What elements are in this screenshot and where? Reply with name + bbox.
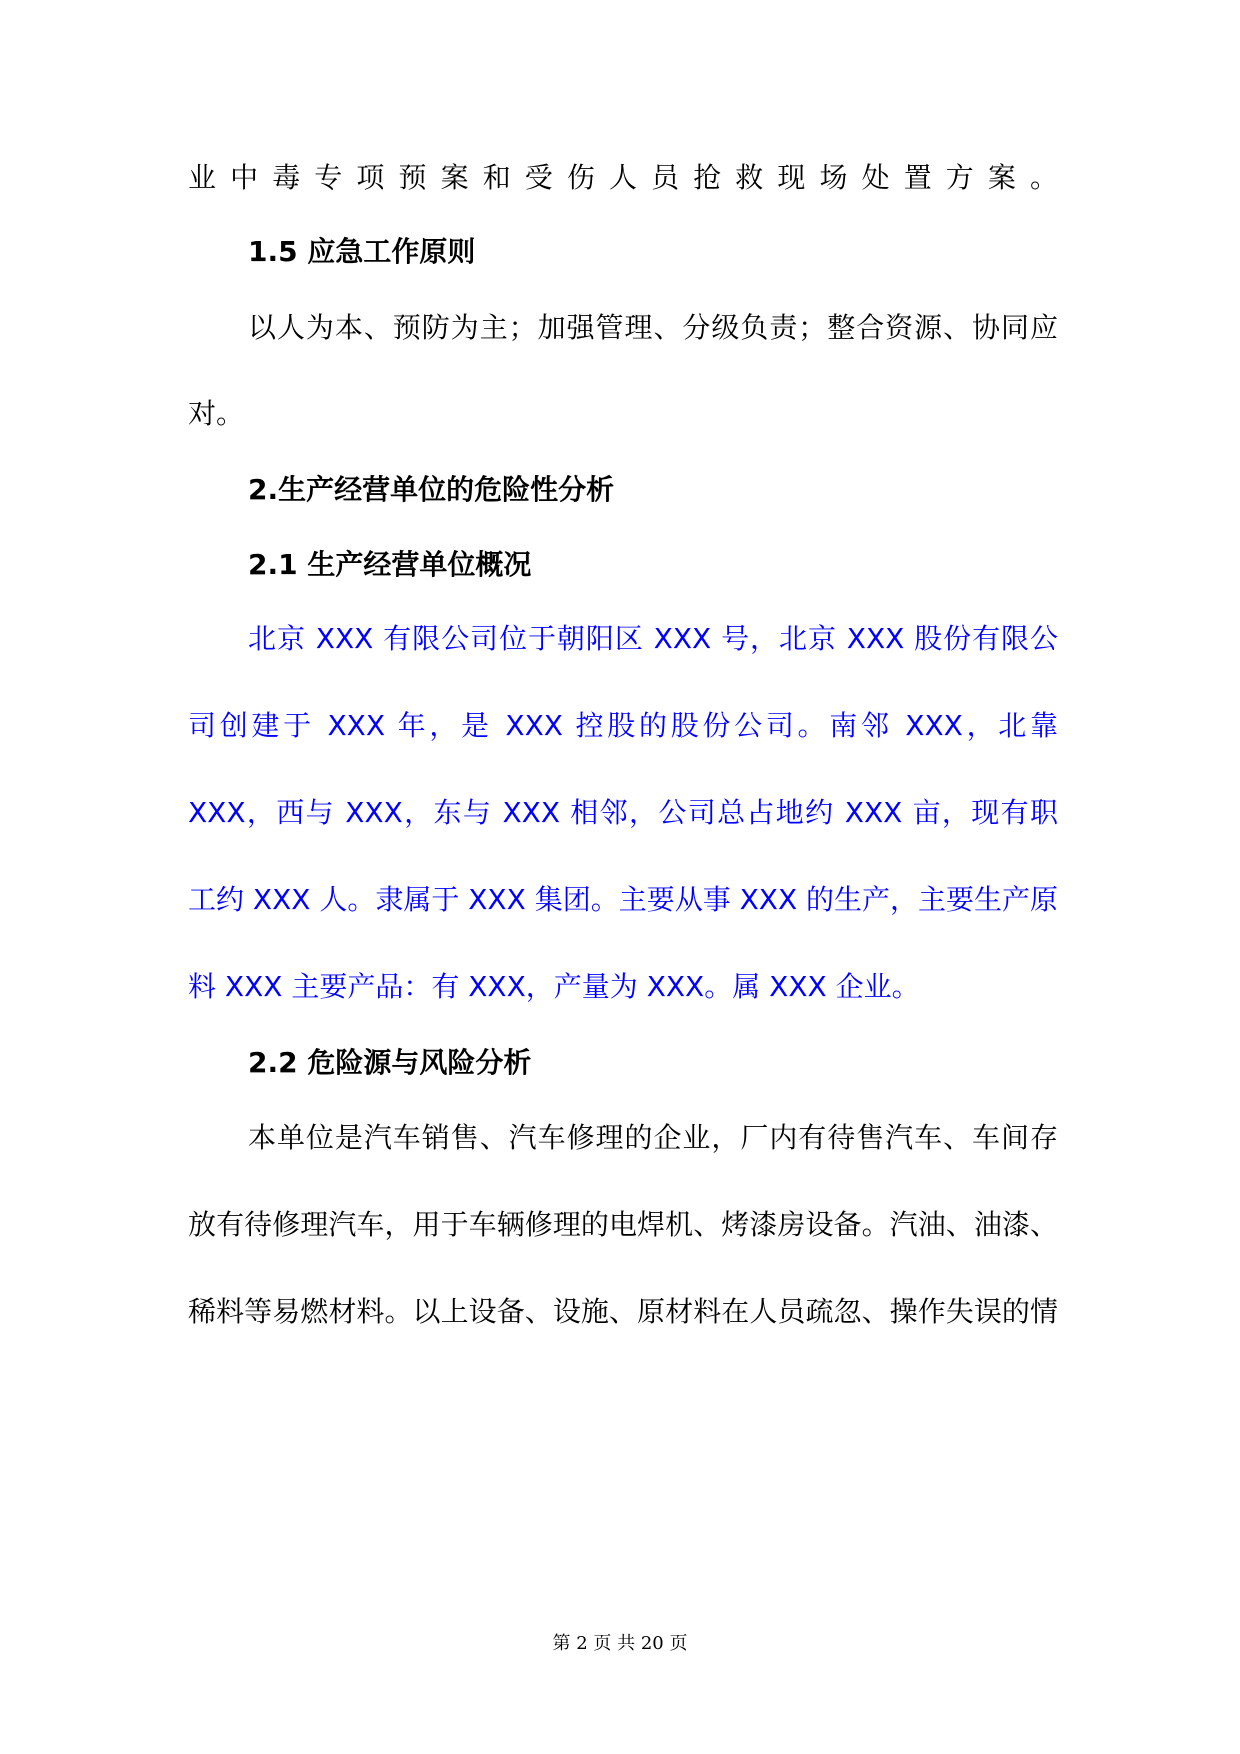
paragraph-hazard-line-3: 稀料等易燃材料。以上设备、设施、原材料在人员疏忽、操作失误的情 (188, 1295, 1058, 1328)
paragraph-hazard-line-2: 放有待修理汽车，用于车辆修理的电焊机、烤漆房设备。汽油、油漆、 (188, 1208, 1058, 1241)
page-footer: 第 2 页 共 20 页 (552, 1633, 688, 1654)
section-heading-2-2: 2.2 危险源与风险分析 (248, 1046, 532, 1079)
paragraph-overview-line-1: 北京 XXX 有限公司位于朝阳区 XXX 号，北京 XXX 股份有限公 (248, 622, 1058, 655)
section-heading-2: 2.生产经营单位的危险性分析 (248, 473, 615, 506)
paragraph-overview-line-3: XXX，西与 XXX，东与 XXX 相邻，公司总占地约 XXX 亩，现有职 (188, 796, 1058, 829)
paragraph-overview-line-2: 司创建于 XXX 年，是 XXX 控股的股份公司。南邻 XXX，北靠 (188, 709, 1058, 742)
section-heading-1-5: 1.5 应急工作原则 (248, 235, 476, 268)
section-heading-2-1: 2.1 生产经营单位概况 (248, 548, 532, 581)
paragraph-hazard-line-1: 本单位是汽车销售、汽车修理的企业，厂内有待售汽车、车间存 (248, 1121, 1058, 1154)
paragraph-overview-line-4: 工约 XXX 人。隶属于 XXX 集团。主要从事 XXX 的生产，主要生产原 (188, 883, 1059, 916)
paragraph-principles-line-2: 对。 (188, 397, 245, 430)
paragraph-principles-line-1: 以人为本、预防为主；加强管理、分级负责；整合资源、协同应 (248, 311, 1058, 344)
paragraph-overview-line-5: 料 XXX 主要产品：有 XXX，产量为 XXX。属 XXX 企业。 (188, 970, 920, 1003)
paragraph-line-continuation: 业中毒专项预案和受伤人员抢救现场处置方案。 (188, 161, 1058, 194)
